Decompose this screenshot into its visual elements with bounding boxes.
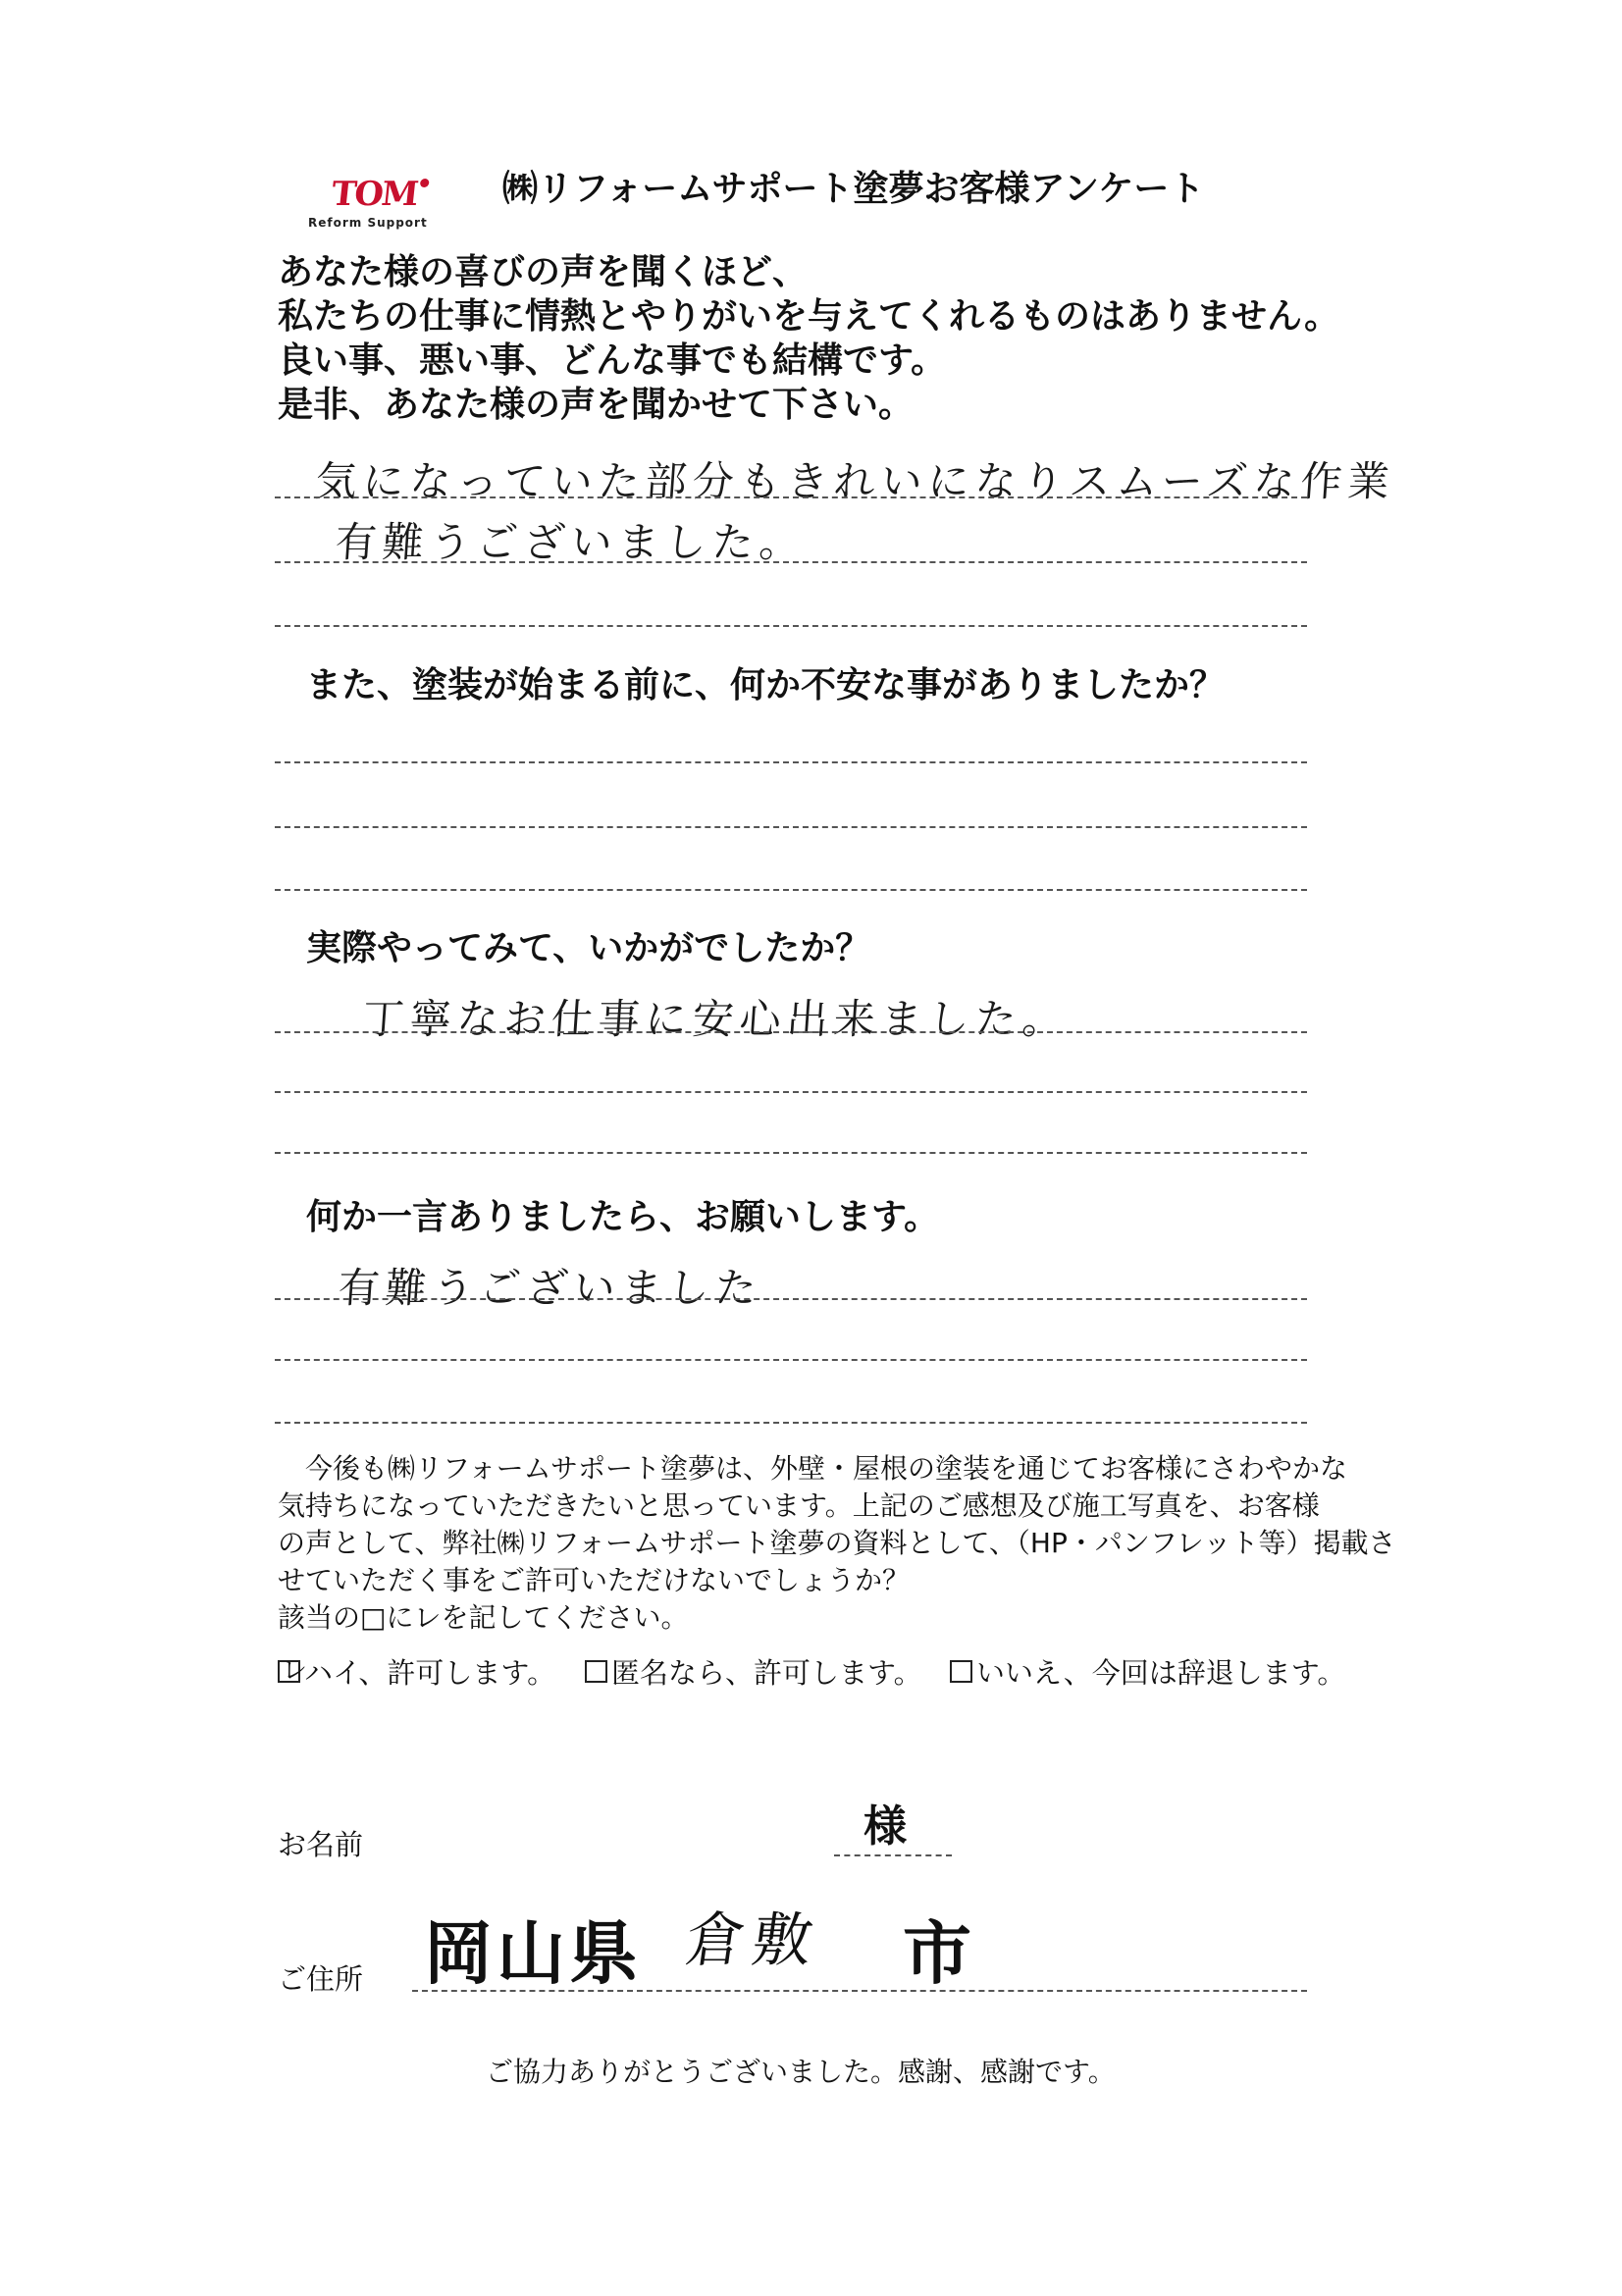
checkbox[interactable] — [950, 1660, 972, 1683]
address-field-line[interactable] — [412, 1990, 1307, 1992]
handwritten-answer-3: 丁寧なお仕事に安心出来ました。 — [361, 995, 1072, 1043]
intro-line: 是非、あなた様の声を聞かせて下さい。 — [278, 385, 915, 425]
consent-line: せていただく事をご許可いただけないでしょうか？ — [278, 1564, 911, 1596]
answer-line[interactable] — [275, 625, 1307, 627]
answer-line[interactable] — [275, 1422, 1307, 1424]
answer-line[interactable] — [275, 1152, 1307, 1154]
consent-line: 気持ちになっていただきたいと思っています。上記のご感想及び施工写真を、お客様 — [278, 1489, 1320, 1522]
name-suffix: 様 — [863, 1801, 907, 1852]
intro-line: 良い事、悪い事、どんな事でも結構です。 — [278, 340, 947, 381]
consent-line: の声として、弊社㈱リフォームサポート塗夢の資料として、（HP・パンフレット等）掲載さ — [278, 1527, 1396, 1559]
consent-option-label: ハイ、許可します。 — [304, 1656, 556, 1690]
answer-line[interactable] — [275, 889, 1307, 891]
intro-line: あなた様の喜びの声を聞くほど、 — [278, 252, 809, 292]
consent-option-label: 匿名なら、許可します。 — [611, 1656, 922, 1690]
checkbox-checked[interactable] — [278, 1656, 308, 1686]
company-logo — [302, 175, 449, 237]
checkbox[interactable] — [585, 1660, 607, 1683]
address-label: ご住所 — [278, 1962, 364, 1996]
handwritten-city: 倉敷 — [681, 1906, 825, 1975]
name-field-line[interactable] — [834, 1854, 952, 1856]
form-title: ㈱リフォームサポート塗夢お客様アンケート — [502, 169, 1205, 209]
answer-line[interactable] — [275, 1031, 1307, 1033]
answer-line[interactable] — [275, 1298, 1307, 1300]
answer-line[interactable] — [275, 1359, 1307, 1361]
consent-paragraph — [278, 1450, 1395, 1637]
logo-subtitle: Reform Support — [308, 216, 428, 230]
logo-mark: TOM — [330, 175, 428, 214]
name-label: お名前 — [278, 1828, 364, 1861]
handwritten-answer-1-line-2: 有難うございました。 — [334, 518, 809, 566]
intro-line: 私たちの仕事に情熱とやりがいを与えてくれるものはありません。 — [278, 296, 1340, 337]
answer-line[interactable] — [275, 1091, 1307, 1093]
address-city-suffix: 市 — [903, 1912, 971, 1994]
answer-line[interactable] — [275, 826, 1307, 828]
answer-line[interactable] — [275, 561, 1307, 563]
handwritten-answer-4: 有難うございました — [337, 1264, 764, 1312]
answer-line[interactable] — [275, 496, 1307, 498]
question-2: また、塗装が始まる前に、何か不安な事がありましたか？ — [306, 665, 1226, 705]
answer-line[interactable] — [275, 761, 1307, 763]
consent-line: 今後も㈱リフォームサポート塗夢は、外壁・屋根の塗装を通じてお客様にさわやかな — [305, 1452, 1348, 1485]
question-3: 実際やってみて、いかがでしたか？ — [306, 928, 871, 968]
intro-text — [278, 250, 1339, 427]
check-mark: レ — [282, 1656, 308, 1686]
thank-you-message: ご協力ありがとうございました。感謝、感謝です。 — [486, 2056, 1116, 2088]
address-prefecture: 岡山県 — [424, 1912, 642, 1994]
consent-option-no[interactable] — [950, 1651, 1345, 1692]
consent-option-label: いいえ、今回は辞退します。 — [976, 1656, 1346, 1690]
question-4: 何か一言ありましたら、お願いします。 — [306, 1197, 940, 1237]
consent-line: 該当の□にレを記してください。 — [278, 1601, 689, 1634]
consent-option-yes[interactable] — [278, 1651, 555, 1692]
consent-option-anonymous[interactable] — [585, 1651, 922, 1692]
handwritten-answer-1-line-1: 気になっていた部分もきれいになりスムーズな作業 — [314, 457, 1397, 505]
